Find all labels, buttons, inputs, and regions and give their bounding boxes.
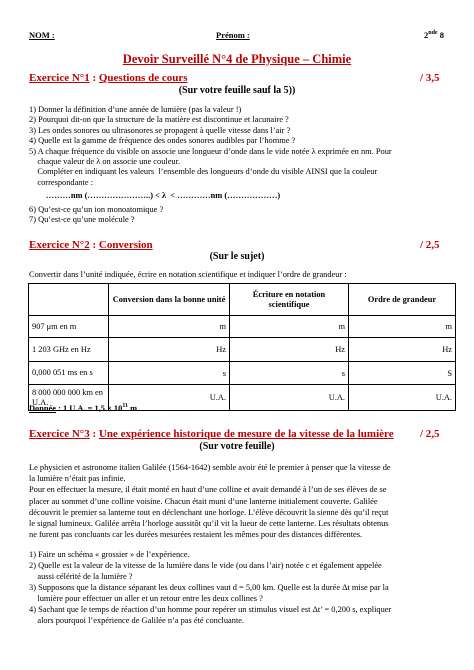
ex3-questions [29, 549, 391, 626]
table-row [29, 316, 456, 338]
ex3-q4-line1: 4) Sachant que le temps de réaction d’un homme pour repérer un stimulus visuel est Δt’ = 0,200 s, expliquer [29, 605, 392, 614]
ex2-points: / 2,5 [420, 239, 440, 251]
ex1-q7: 7) Qu’est-ce qu’une molécule ? [29, 215, 135, 225]
table-cell-answer[interactable]: Hz [230, 338, 349, 362]
ex1-topic: Questions de cours [98, 72, 188, 84]
table-header-cell: Conversion dans la bonne unité [109, 284, 230, 316]
ex2-note: (Sur le sujet) [209, 251, 265, 262]
ex3-para-line: ne furent pas concluants car les durées mesurées restaient les mêmes pour des distances différentes. [29, 530, 363, 540]
ex1-label: Exercice N°1 [29, 72, 90, 84]
class-sup: nde [428, 30, 438, 37]
table-cell-answer[interactable]: U.A. [349, 385, 456, 411]
ex2-heading [29, 239, 153, 251]
donnee-exp: 11 [122, 403, 128, 410]
ex3-q1: 1) Faire un schéma « grossier » de l’expérience. [29, 550, 190, 559]
ex1-q1: 1) Donner la définition d’une année de lumière (pas la valeur !) [29, 105, 242, 114]
table-cell-answer[interactable]: m [349, 316, 456, 338]
table-cell-answer[interactable]: Hz [349, 338, 456, 362]
ex2-label: Exercice N°2 [29, 239, 90, 251]
table-cell-quantity: 8 000 000 000 km en U.A. [29, 385, 109, 411]
ex3-sep: : [89, 428, 99, 440]
table-cell-answer[interactable]: U.A. [230, 385, 349, 411]
nom-label [29, 30, 55, 40]
table-header-cell [29, 284, 109, 316]
table-header-cell: Ordre de grandeur [349, 284, 456, 316]
table-cell-quantity: 907 μm en m [29, 316, 109, 338]
table-row [29, 362, 456, 385]
table-cell-answer[interactable]: Hz [109, 338, 230, 362]
ex3-q3-line2: lumière pour effectuer un aller et un retour entre les deux collines ? [29, 594, 263, 603]
nom-text: NOM : [29, 30, 55, 40]
table-row [29, 338, 456, 362]
table-header-cell: Écriture en notation scientifique [230, 284, 349, 316]
ex3-para-line: Le physicien et astronome italien Galilée (1564-1642) semble avoir été le premier à penser que la vitesse de [29, 463, 391, 472]
conversion-table [28, 283, 456, 411]
table-cell-answer[interactable]: m [230, 316, 349, 338]
ex3-para-line: découvrit le premier sa lanterne tout en déclenchant une horloge. L’élève découvrit la sienne dès qu’il reçut [29, 507, 389, 517]
ex3-para-line: Pour en effectuer la mesure, il était monté en haut d’une colline et avait demandé à l’un de ses élèves de se [29, 485, 387, 495]
table-header-row [29, 284, 456, 316]
table-cell-answer[interactable]: s [230, 362, 349, 385]
ex3-q3-line1: 3) Supposons que la distance séparant les deux collines vaut d = 5,00 km. Quelle est la durée Δt mise par la [29, 583, 389, 592]
ex2-instruction: Convertir dans l’unité indiquée, écrire en notation scientifique et indiquer l’ordre de grandeur : [29, 270, 347, 279]
prenom-label [216, 30, 250, 40]
ex3-para-line: le signal lumineux. Galilée arrêta l’horloge aussitôt qu’il vit la lueur de cette lanterne. Les résultats obtenus [29, 519, 389, 529]
ex1-q5-fill-line[interactable]: ………nm (…………………..) < λ < …………nm (………………) [29, 191, 281, 201]
ex3-q4-line2: alors pourquoi l’expérience de Galilée n’a pas été concluante. [29, 616, 245, 625]
ex1-q6: 6) Qu’est-ce qu’un ion monoatomique ? [29, 204, 164, 214]
table-cell-quantity: 1 203 GHz en Hz [29, 338, 109, 362]
donnee-label: Donnée [29, 404, 56, 413]
ex3-points: / 2,5 [420, 428, 440, 440]
ex2-sep: : [89, 239, 99, 251]
ex1-q5-line3: Compléter en indiquant les valeurs l’ensemble des longueurs d’onde du visible AINSI que la couleur [29, 167, 378, 177]
ex1-q4: 4) Quelle est la gamme de fréquence des ondes sonores audibles par l’homme ? [29, 136, 296, 146]
ex3-topic: Une expérience historique de mesure de la vitesse de la lumière [98, 428, 394, 440]
ex3-note: (Sur votre feuille) [199, 441, 275, 452]
ex2-topic: Conversion [98, 239, 153, 251]
page-title: Devoir Surveillé N°4 de Physique – Chimie [122, 52, 352, 66]
class-suffix: 8 [437, 30, 444, 40]
ex1-q2: 2) Pourquoi dit-on que la structure de la matière est discontinue et lacunaire ? [29, 115, 289, 125]
donnee-line [29, 404, 137, 414]
ex3-label: Exercice N°3 [29, 428, 90, 440]
ex1-q5-line2: chaque valeur de λ on associe une couleur. [29, 157, 181, 167]
table-cell-answer[interactable]: U.A. [109, 385, 230, 411]
ex3-q2-line2: aussi célérité de la lumière ? [29, 572, 133, 581]
ex3-q2-line1: 2) Quelle est la valeur de la vitesse de la lumière dans le vide (ou dans l’air) notée c et également appelée [29, 561, 382, 570]
ex3-para-line: la lumière n’était pas infinie. [29, 474, 126, 484]
table-cell-answer[interactable]: m [109, 316, 230, 338]
ex1-q5-line4: correspondante : [29, 177, 93, 187]
ex1-sep: : [89, 72, 99, 84]
ex3-paragraph [29, 462, 391, 540]
ex1-heading [29, 72, 188, 84]
table-cell-answer[interactable]: S [349, 362, 456, 385]
ex3-heading [29, 428, 394, 440]
ex1-questions [29, 105, 392, 225]
donnee-unit: m [127, 404, 138, 413]
prenom-text: Prénom : [216, 30, 250, 40]
donnee-text: : 1 U.A. = 1,5 × 10 [56, 404, 123, 413]
ex1-points: / 3,5 [420, 72, 440, 84]
class-label [424, 30, 444, 40]
class-number: 2 [424, 30, 429, 40]
ex1-note: (Sur votre feuille sauf la 5)) [178, 85, 296, 96]
ex1-q3: 3) Les ondes sonores ou ultrasonores se propagent à quelle vitesse dans l’air ? [29, 125, 291, 135]
table-cell-quantity: 0,000 051 ms en s [29, 362, 109, 385]
ex1-q5-line1: 5) A chaque fréquence du visible on associe une longueur d’onde dans le vide notée λ exprimée en nm. Pour [29, 146, 392, 156]
ex3-para-line: placer au sommet d’une colline voisine. Chacun était muni d’une lanterne initialement couverte. Galilée [29, 496, 378, 506]
table-cell-answer[interactable]: s [109, 362, 230, 385]
